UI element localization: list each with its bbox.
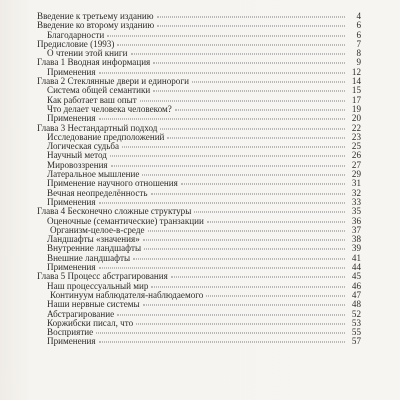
dot-leader <box>157 17 345 18</box>
toc-entry-page-number: 15 <box>351 85 361 96</box>
toc-entry-page-number: 48 <box>351 299 361 310</box>
toc-entry-page-number: 46 <box>351 280 361 291</box>
toc-entry-title: Применения <box>47 196 96 207</box>
toc-entry-page-number: 36 <box>351 215 361 226</box>
toc-entry-page-number: 17 <box>351 94 361 105</box>
dot-leader <box>143 240 345 241</box>
table-of-contents <box>37 12 361 347</box>
toc-entry-page-number: 8 <box>356 48 361 59</box>
toc-entry-title: Восприятие <box>47 327 94 338</box>
toc-entry-title: Применения <box>47 336 96 347</box>
dot-leader <box>133 258 345 259</box>
toc-entry-page-number: 52 <box>351 308 361 319</box>
toc-entry-title: Применения <box>47 262 96 273</box>
toc-entry-title: Научный метод <box>47 150 107 161</box>
toc-entry-title: Глава 4 Бесконечно сложные структуры <box>37 206 192 217</box>
dot-leader <box>136 323 345 324</box>
toc-entry-title: Организм-целое-в-среде <box>50 224 145 235</box>
toc-entry-page-number: 29 <box>351 169 361 180</box>
dot-leader <box>144 249 345 250</box>
dot-leader <box>148 230 345 231</box>
toc-entry-page-number: 31 <box>351 178 361 189</box>
dot-leader <box>192 82 345 83</box>
toc-entry-title: Система общей семантики <box>47 85 151 96</box>
toc-entry-title: Глава 3 Нестандартный подход <box>37 122 158 133</box>
toc-entry-title: Глава 1 Вводная информация <box>37 57 151 68</box>
toc-entry-page-number: 44 <box>351 262 361 273</box>
toc-entry-page-number: 33 <box>351 196 361 207</box>
toc-entry-page-number: 26 <box>351 150 361 161</box>
dot-leader <box>142 175 345 176</box>
toc-entry-title: Мировоззрения <box>47 159 108 170</box>
toc-entry-page-number: 20 <box>351 113 361 124</box>
toc-entry-page-number: 53 <box>351 317 361 328</box>
dot-leader <box>153 91 345 92</box>
dot-leader <box>140 100 345 101</box>
toc-entry-page-number: 23 <box>351 131 361 142</box>
dot-leader <box>99 119 345 120</box>
toc-entry-title: Абстрагирование <box>47 308 115 319</box>
dot-leader <box>96 333 345 334</box>
toc-entry-page-number: 35 <box>351 206 361 217</box>
toc-entry-title: Исследование предположений <box>47 131 165 142</box>
toc-entry-page-number: 38 <box>351 234 361 245</box>
toc-entry-title: Глава 5 Процесс абстрагирования <box>37 271 168 282</box>
toc-entry-title: Континуум наблюдателя-наблюдаемого <box>50 289 204 300</box>
toc-entry-title: Наш процессуальный мир <box>47 280 149 291</box>
toc-entry-title: Наши нервные системы <box>47 299 140 310</box>
dot-leader <box>99 72 345 73</box>
toc-entry-page-number: 12 <box>351 66 361 77</box>
toc-entry <box>37 337 361 346</box>
toc-entry-title: Коржибски писал, что <box>47 317 134 328</box>
toc-entry-title: Применение научного отношения <box>47 178 178 189</box>
toc-entry-title: Внешние ландшафты <box>47 252 131 263</box>
dot-leader <box>160 128 345 129</box>
toc-entry-title: Благодарности <box>47 29 105 40</box>
dot-leader <box>99 342 345 343</box>
dot-leader <box>194 212 345 213</box>
toc-entry-title: Логическая судьба <box>47 141 120 152</box>
dot-leader <box>117 44 345 45</box>
dot-leader <box>167 137 345 138</box>
toc-entry-title: Ландшафты «значения» <box>47 234 140 245</box>
dot-leader <box>181 184 345 185</box>
toc-entry-page-number: 6 <box>356 29 361 40</box>
toc-entry-page-number: 37 <box>351 224 361 235</box>
toc-entry-page-number: 39 <box>351 243 361 254</box>
toc-entry-page-number: 9 <box>356 57 361 68</box>
toc-entry-title: Латеральное мышление <box>47 169 140 180</box>
toc-entry-title: Как работает ваш опыт <box>47 94 137 105</box>
toc-entry-page-number: 32 <box>351 187 361 198</box>
toc-entry-page-number: 22 <box>351 122 361 133</box>
toc-entry-page-number: 19 <box>351 103 361 114</box>
dot-leader <box>171 277 345 278</box>
dot-leader <box>157 26 345 27</box>
toc-entry-page-number: 7 <box>356 38 361 49</box>
dot-leader <box>122 147 345 148</box>
dot-leader <box>207 221 345 222</box>
toc-entry-title: Применения <box>47 66 96 77</box>
dot-leader <box>99 268 345 269</box>
toc-entry-title: Введение ко второму изданию <box>37 20 155 31</box>
dot-leader <box>143 305 345 306</box>
dot-leader <box>206 295 345 296</box>
toc-entry-title: Внутренние ландшафты <box>47 243 142 254</box>
dot-leader <box>175 109 345 110</box>
toc-entry-title: Вечная неопределённость <box>47 187 148 198</box>
toc-entry-page-number: 47 <box>351 289 361 300</box>
toc-entry-title: Применения <box>47 113 96 124</box>
toc-entry-page-number: 57 <box>351 336 361 347</box>
toc-entry-page-number: 4 <box>356 11 361 21</box>
toc-entry-title: Что делает человека человеком? <box>47 103 172 114</box>
toc-entry-page-number: 6 <box>356 20 361 31</box>
toc-entry-page-number: 45 <box>351 271 361 282</box>
toc-entry-page-number: 14 <box>351 76 361 87</box>
toc-entry-page-number: 27 <box>351 159 361 170</box>
dot-leader <box>153 63 345 64</box>
toc-entry-page-number: 41 <box>351 252 361 263</box>
toc-entry-title: Предисловие (1993) <box>37 38 115 49</box>
dot-leader <box>99 202 345 203</box>
dot-leader <box>151 193 346 194</box>
toc-entry-title: О чтении этой книги <box>47 48 128 59</box>
toc-entry-title: Оценочные (семантические) транзакции <box>47 215 204 226</box>
toc-entry-page-number: 55 <box>351 327 361 338</box>
toc-entry-page-number: 25 <box>351 141 361 152</box>
dot-leader <box>111 165 345 166</box>
dot-leader <box>151 286 345 287</box>
toc-entry-title: Введение к третьему изданию <box>37 11 154 21</box>
dot-leader <box>110 156 345 157</box>
dot-leader <box>107 35 345 36</box>
dot-leader <box>117 314 345 315</box>
dot-leader <box>131 54 346 55</box>
toc-entry-title: Глава 2 Стеклянные двери и единороги <box>37 76 189 87</box>
